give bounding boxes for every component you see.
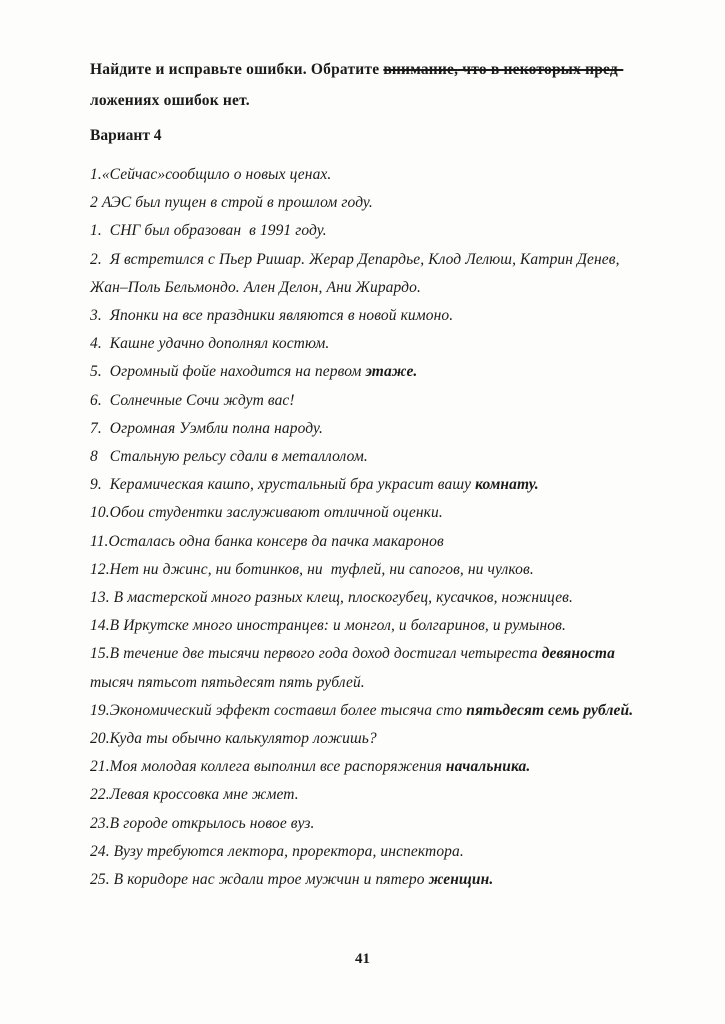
text-segment: 4. Кашне удачно дополнял костюм. (90, 335, 330, 353)
sentence-line (90, 471, 658, 499)
text-segment: 1. СНГ был образован в 1991 году. (90, 222, 327, 240)
text-segment: этаже. (365, 363, 418, 381)
sentence-line (90, 443, 658, 471)
text-segment: 6. Солнечные Сочи ждут вас! (90, 391, 295, 409)
sentence-line (90, 528, 658, 556)
sentence-line (90, 838, 658, 866)
sentence-line (90, 556, 658, 584)
text-segment: 25. В коридоре нас ждали трое мужчин и пятеро (90, 871, 429, 889)
sentence-line (90, 725, 658, 753)
sentence-line (90, 781, 658, 809)
text-segment: 5. Огромный фойе находится на первом (90, 363, 366, 381)
sentence-line (90, 810, 658, 838)
text-segment: Найдите и исправьте ошибки. Обратите (90, 61, 384, 78)
page-content (90, 54, 658, 894)
instruction-line-1 (90, 54, 658, 85)
sentence-line (90, 584, 658, 612)
text-segment: внимание, что в некоторых пред- (383, 61, 624, 78)
text-segment: 11.Осталась одна банка консерв да пачка макаронов (90, 532, 444, 550)
sentence-line (90, 302, 658, 330)
text-segment: тысяч пятьсот пятьдесят пять рублей. (90, 645, 619, 691)
sentence-line (90, 387, 658, 415)
text-segment: 2. Я встретился с Пьер Ришар. Жерар Депардье, Клод Лелюш, Катрин Денев, Жан–Поль Бельмондо. Ален Делон, Ани Жирардо. (90, 250, 624, 296)
text-segment: 2 АЭС был пущен в строй в прошлом году. (90, 194, 373, 212)
sentence-line (90, 217, 658, 245)
sentence-line (90, 330, 658, 358)
text-segment: 22.Левая кроссовка мне жмет. (90, 786, 299, 804)
text-segment: 15.В течение две тысячи первого года доход достигал четыреста (90, 645, 542, 663)
sentence-line (90, 697, 658, 725)
text-segment: 8 Стальную рельсу сдали в металлолом. (90, 448, 368, 466)
text-segment: 24. Вузу требуются лектора, проректора, инспектора. (90, 842, 464, 860)
page-number: 41 (355, 951, 370, 967)
sentence-list (90, 161, 658, 894)
text-segment: 19.Экономический эффект составил более тысяча сто (90, 701, 467, 719)
text-segment: 3. Японки на все праздники являются в новой кимоно. (90, 307, 454, 325)
text-segment: пятьдесят семь рублей. (466, 701, 634, 719)
sentence-line (90, 753, 658, 781)
sentence-line (90, 246, 658, 302)
text-segment: 21.Моя молодая коллега выполнил все распоряжения (90, 758, 446, 776)
sentence-line (90, 189, 658, 217)
text-segment: 1.«Сейчас»сообщило о новых ценах. (90, 166, 332, 183)
text-segment: 23.В городе открылось новое вуз. (90, 814, 315, 832)
text-segment: начальника. (445, 758, 531, 776)
text-segment: 20.Куда ты обычно калькулятор ложишь? (90, 730, 377, 748)
sentence-line (90, 640, 658, 696)
text-segment: женщин. (428, 871, 494, 889)
text-segment: 14.В Иркутске много иностранцев: и монгол, и болгаринов, и румынов. (90, 617, 566, 635)
text-segment: девяноста (541, 645, 615, 663)
text-segment: 10.Обои студентки заслуживают отличной оценки. (90, 504, 443, 522)
text-segment: 9. Керамическая кашпо, хрустальный бра украсит вашу (90, 476, 476, 494)
text-segment: комнату. (475, 476, 539, 494)
variant-label: Вариант 4 (90, 127, 162, 144)
sentence-line (90, 499, 658, 527)
sentence-line (90, 358, 658, 386)
sentence-line (90, 866, 658, 894)
text-segment: 12.Нет ни джинс, ни ботинков, ни туфлей, ни сапогов, ни чулков. (90, 560, 534, 578)
instruction-line-2: ложениях ошибок нет. (90, 92, 250, 109)
text-segment: 7. Огромная Уэмбли полна народу. (90, 419, 323, 437)
exercise-instruction (90, 54, 658, 116)
text-segment: 13. В мастерской много разных клещ, плоскогубец, кусачков, ножницев. (90, 589, 573, 607)
sentence-line (90, 161, 658, 189)
sentence-line (90, 415, 658, 443)
sentence-line (90, 612, 658, 640)
